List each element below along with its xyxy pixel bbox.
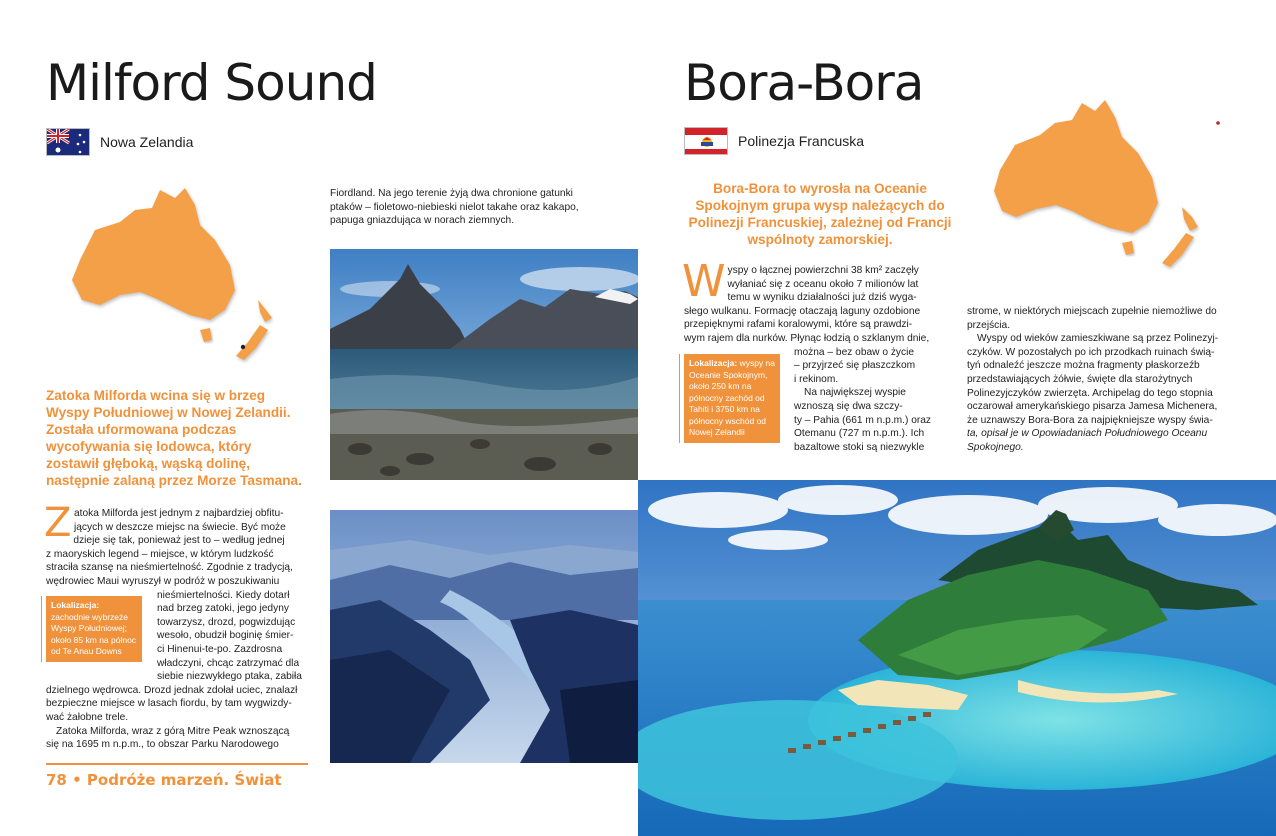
milford-sound-photo xyxy=(330,249,638,480)
body-line: dzielnego wędrowca. Drozd jednak zdołał uciec, znalazł xyxy=(46,684,298,696)
article-continued-milford xyxy=(330,187,630,228)
body-line: Fiordland. Na jego terenie żyją dwa chronione gatunki xyxy=(330,188,573,199)
body-line: dzieje się tak, ponieważ jest to – według jednej xyxy=(73,535,285,547)
body-line: czyków. W pozostałych po ich przodkach ruinach świą- xyxy=(967,346,1215,358)
australia-flag-icon xyxy=(46,128,90,156)
body-line: wesoło, obudził boginię śmier- xyxy=(157,630,294,642)
page-title-milford: Milford Sound xyxy=(46,54,377,112)
location-box-bora xyxy=(680,354,780,443)
body-line: atoka Milforda jest jednym z najbardziej obfitu- xyxy=(74,508,284,519)
body-line: ci Hinenui-te-po. Zazdrosna xyxy=(157,643,283,655)
body-line: bezpieczne miejsce w lasach fiordu, by tam wygwizdy- xyxy=(46,698,292,710)
body-line: strome, w niektórych miejscach zupełnie niemożliwe do xyxy=(967,306,1217,317)
body-line: Na największej wyspie xyxy=(804,387,906,399)
bora-bora-aerial-photo xyxy=(638,480,1276,836)
body-line: ptaków – fioletowo-niebieski nielot takahe oraz kakapo, xyxy=(330,201,579,213)
location-box-milford xyxy=(42,596,142,662)
body-line: wym rajem dla nurków. Płynąc łodzią o szklanym dnie, xyxy=(684,332,930,344)
body-line: wać żałobne trele. xyxy=(46,711,129,723)
body-line: yspy o łącznej powierzchni 38 km² zaczęły xyxy=(727,265,919,276)
body-line: temu w wyniku działalności już dziś wyga- xyxy=(727,292,917,304)
footer-divider xyxy=(46,763,308,765)
body-line: oczarował amerykańskiego pisarza Jamesa Michenera, xyxy=(967,401,1218,413)
location-text: wyspy na Oceanie Spokojnym, około 250 km na północny zachód od Tahiti i 3750 km na północny wschód od Nowej Zelandii xyxy=(689,358,775,437)
body-line: straciła szansę na nieśmiertelność. Zgodnie z tradycją, xyxy=(46,562,293,574)
body-line: nieśmiertelności. Kiedy dotarł xyxy=(157,589,290,601)
body-line: że uznawszy Bora-Bora za najpiękniejsze wyspy świa- xyxy=(967,414,1213,426)
article-col2-bora xyxy=(967,305,1239,455)
body-line: słego wulkanu. Formację otaczają laguny ozdobione xyxy=(684,305,921,317)
body-line: Zatoka Milforda, wraz z górą Mitre Peak wznoszącą xyxy=(56,725,290,737)
body-line: wędrowiec Maui wyruszył w podróż w poszukiwaniu xyxy=(46,575,280,587)
body-line: przepięknymi rafami koralowymi, które są prawdzi- xyxy=(684,319,913,331)
body-line: – przyjrzeć się płaszczkom xyxy=(794,360,916,372)
body-line: Polinezyjczyków zwierzęta. Archipelag do tego stopnia xyxy=(967,387,1213,399)
body-line: można – bez obaw o życie xyxy=(794,346,915,358)
body-line: tyń odnaleźć jeszcze można fragmenty płaskorzeźb xyxy=(967,360,1200,372)
country-label-fp: Polinezja Francuska xyxy=(738,133,865,149)
body-line: jących w deszcze miejsc na świecie. Być może xyxy=(74,521,286,533)
body-line: przejścia. xyxy=(967,319,1011,331)
body-line: wyłaniać się z oceanu około 7 milionów lat xyxy=(727,278,919,290)
location-label: Lokalizacja: xyxy=(689,358,738,368)
page-footer: 78 • Podróże marzeń. Świat xyxy=(46,771,282,789)
body-line: z maoryskich legend – miejsce, w którym ludzkość xyxy=(46,548,274,560)
lead-paragraph-bora: Bora-Bora to wyrosła na Oceanie Spokojnym grupa wysp należących do Polinezji Francuskiej, zależnej od Francji wspólnoty zamorskiej. xyxy=(688,181,952,247)
lead-paragraph-milford: Zatoka Milforda wcina się w brzeg Wyspy Południowej w Nowej Zelandii. Została uformowana podczas wycofywania się lodowca, który zostawił głęboką, wąską dolinę, następnie zalaną przez Morze Tasmana. xyxy=(46,388,302,488)
french-polynesia-flag-icon xyxy=(684,127,728,155)
dropcap-w: W xyxy=(682,256,726,307)
body-line: Otemanu (727 m n.p.m.). Ich xyxy=(794,428,925,440)
body-line: towarzysz, drozd, pogwizdując xyxy=(157,616,296,628)
body-line: wznoszą się dwa szczy- xyxy=(794,400,903,412)
page-title-bora-bora: Bora-Bora xyxy=(684,54,924,112)
body-line: przedstawiających żółwie, święte dla starożytnych xyxy=(967,373,1193,385)
body-line: się na 1695 m n.p.m., to obszar Parku Narodowego xyxy=(46,739,279,751)
body-line: bazaltowe stoki są niezwykle xyxy=(794,441,925,453)
australia-map-right xyxy=(990,95,1230,275)
location-label: Lokalizacja: xyxy=(51,600,100,610)
body-line: siebie niezwykłego ptaka, zabiła xyxy=(157,671,302,683)
dropcap-z: Z xyxy=(44,500,72,546)
country-label-nz: Nowa Zelandia xyxy=(100,134,194,150)
location-text: zachodnie wybrzeże Wyspy Południowej; około 85 km na północ od Te Anau Downs xyxy=(51,611,137,656)
body-line: władczyni, chcąc zatrzymać dla xyxy=(157,657,300,669)
body-line: nad brzeg zatoki, jego jedyny xyxy=(157,603,289,615)
australia-nz-map xyxy=(60,180,280,365)
body-line: Wyspy od wieków zamieszkiwane są przez Polinezyj- xyxy=(977,333,1219,345)
body-line: ty – Pahia (661 m n.p.m.) oraz xyxy=(794,414,932,426)
body-line: papuga gniazdująca w norach ziemnych. xyxy=(330,215,515,227)
body-line: i rekinom. xyxy=(794,373,839,385)
fiordland-aerial-photo xyxy=(330,510,638,763)
body-line: ta, opisał je w Opowiadaniach Południowego Oceanu xyxy=(967,428,1208,440)
body-line: Spokojnego. xyxy=(967,441,1024,453)
